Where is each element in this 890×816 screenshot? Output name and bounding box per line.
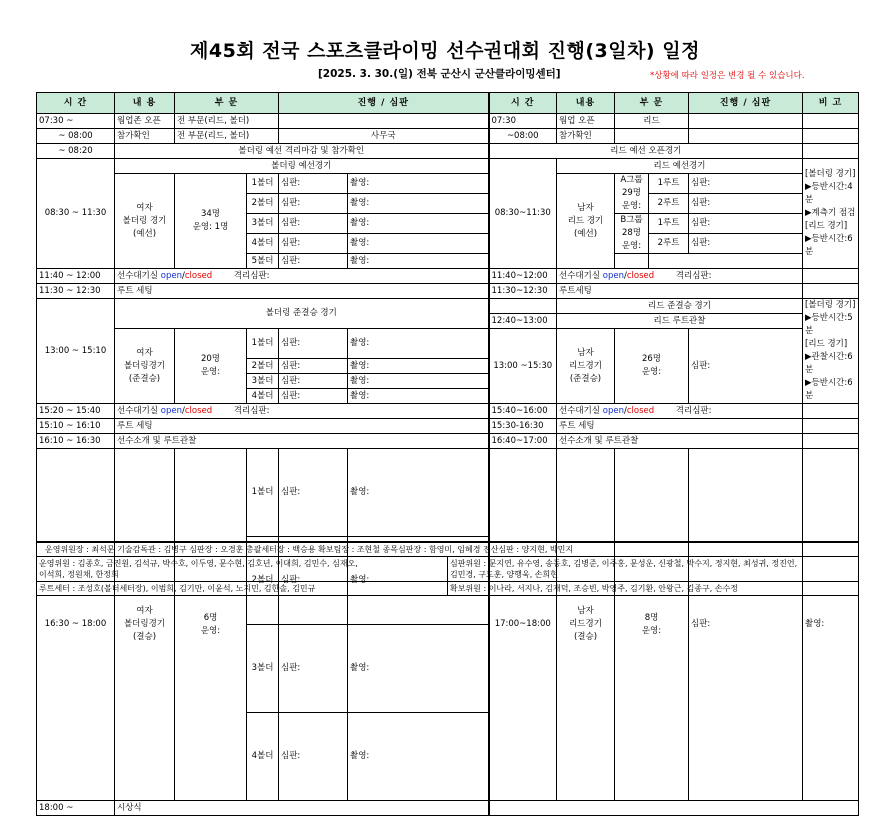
table-row [37, 404, 859, 419]
waiting-room-label: 선수대기실 [559, 270, 601, 281]
count-cell: 8명 운영: [615, 449, 689, 801]
content-cell: 루트 세팅 [557, 419, 803, 434]
staff-leaders: 운영위원장 : 최석문 기술감독관 : 김병구 심판장 : 오경훈 총괄세터장 : 백승용 확보팀장 : 조현철 종목심판장 : 함영미, 임혜경 전산심판 : 양지현, 박민지 [37, 542, 859, 557]
division-cell: 전 부문(리드, 볼더) [175, 129, 279, 144]
problem-label: 2볼더 [247, 359, 279, 374]
category-cell: 여자 볼더링 경기 (예선) [115, 174, 175, 269]
problem-label: 4볼더 [247, 234, 279, 254]
slash: / [623, 405, 627, 416]
slash: / [181, 270, 185, 281]
content-cell: 시상식 [115, 801, 489, 816]
judge-cell: 심판: [279, 449, 348, 537]
col-content: 내 용 [115, 93, 175, 114]
time-cell: 16:30 ~ 18:00 [37, 449, 115, 801]
content-cell: 선수소개 및 루트관찰 [115, 434, 489, 449]
camera-cell: 촬영: [348, 329, 489, 359]
judge-cell: 심판: [279, 214, 348, 234]
table-row [37, 434, 859, 449]
closed-label: closed [626, 405, 655, 416]
table-row [37, 174, 859, 194]
problem-label: 4볼더 [247, 389, 279, 404]
camera-cell: 촬영: [348, 234, 489, 254]
time-cell: ~ 08:20 [37, 144, 115, 159]
content-cell: 참가확인 [557, 129, 615, 144]
judge-cell: 심판: [279, 174, 348, 194]
camera-cell: 촬영: [348, 194, 489, 214]
judge-cell: 심판: [279, 537, 348, 625]
note-cell: [볼더링 경기] ▶등반시간:5분 [리드 경기] ▶관찰시간:6분 ▶등반시간:6분 [803, 299, 859, 404]
col-division: 부 문 [175, 93, 279, 114]
category-cell: 남자 리드경기 (준결승) [557, 329, 615, 404]
content-cell: 루트세팅 [557, 284, 803, 299]
route-label: 2루트 [649, 194, 689, 214]
note-cell [803, 404, 859, 419]
col-note: 비 고 [803, 93, 859, 114]
category-cell: 남자 리드경기 (결승) [557, 449, 615, 801]
staff-route-setters: 루트세터 : 조성호(볼더세터장), 이범희, 김기만, 이윤석, 노지민, 김한솔, 김민규 [37, 582, 448, 596]
camera-cell: 촬영: [348, 359, 489, 374]
table-row [37, 129, 859, 144]
judge-cell: 심판: [689, 329, 803, 404]
staff-row [37, 582, 859, 596]
closed-label: closed [626, 270, 655, 281]
judge-cell: 심판: [279, 234, 348, 254]
count-cell: 6명 운영: [175, 449, 247, 801]
time-cell: 07:30 ~ [37, 114, 115, 129]
time-cell: 15:40~16:00 [489, 404, 557, 419]
change-notice: *상황에 따라 일정은 변경 될 수 있습니다. [650, 71, 805, 81]
table-row [37, 159, 859, 174]
category-cell: 여자 볼더링경기 (준결승) [115, 329, 175, 404]
header-row [37, 93, 859, 114]
camera-cell: 촬영: [803, 449, 859, 801]
isolation-judge-label: 격리심판: [233, 270, 270, 281]
open-label: open [160, 405, 182, 416]
table-row [37, 144, 859, 159]
content-cell: 리드 예선 오픈경기 [489, 144, 803, 159]
observation-cell: 리드 루트관찰 [557, 314, 803, 329]
time-cell: 12:40~13:00 [489, 314, 557, 329]
content-cell: 웜업존 오픈 [115, 114, 175, 129]
staff-row [37, 542, 859, 557]
judge-cell: 심판: [279, 374, 348, 389]
count-cell: 26명 운영: [615, 329, 689, 404]
judge-cell: 심판: [689, 214, 803, 234]
note-cell [803, 114, 859, 129]
slash: / [623, 270, 627, 281]
session-title: 리드 준결승 경기 [557, 299, 803, 314]
note-cell [803, 419, 859, 434]
time-cell: 07:30 [489, 114, 557, 129]
waiting-room-cell [115, 404, 489, 419]
progress-cell [279, 114, 489, 129]
table-row [37, 801, 859, 816]
division-cell [615, 129, 689, 144]
judge-cell: 심판: [279, 625, 348, 713]
table-row [37, 114, 859, 129]
content-cell: 참가확인 [115, 129, 175, 144]
category-cell: 여자 볼더링경기 (결승) [115, 449, 175, 801]
waiting-room-label: 선수대기실 [117, 270, 159, 281]
time-cell: 11:40 ~ 12:00 [37, 269, 115, 284]
category-cell: 남자 리드 경기 (예선) [557, 174, 615, 269]
time-cell: 18:00 ~ [37, 801, 115, 816]
time-cell [489, 299, 557, 314]
waiting-room-label: 선수대기실 [559, 405, 601, 416]
problem-label: 1볼더 [247, 449, 279, 537]
col-division-2: 부 문 [615, 93, 689, 114]
session-title: 리드 예선경기 [557, 159, 803, 174]
camera-cell: 촬영: [348, 449, 489, 537]
camera-cell: 촬영: [348, 389, 489, 404]
closed-label: closed [184, 405, 213, 416]
table-row [37, 299, 859, 314]
problem-label: 1볼더 [247, 329, 279, 359]
event-date-venue: [2025. 3. 30.(일) 전북 군산시 군산클라이밍센터] [318, 68, 561, 80]
open-label: open [160, 270, 182, 281]
judge-cell: 심판: [279, 713, 348, 801]
camera-cell: 촬영: [348, 625, 489, 713]
judge-cell: 심판: [279, 329, 348, 359]
waiting-room-label: 선수대기실 [117, 405, 159, 416]
time-cell: ~ 08:00 [37, 129, 115, 144]
content-cell: 루트 세팅 [115, 284, 489, 299]
problem-label: 5볼더 [247, 254, 279, 269]
col-time-2: 시 간 [489, 93, 557, 114]
camera-cell: 촬영: [348, 174, 489, 194]
time-cell: 13:00 ~15:30 [489, 329, 557, 404]
division-cell: 리드 [615, 114, 689, 129]
progress-cell [689, 114, 803, 129]
camera-cell: 촬영: [348, 214, 489, 234]
time-cell: 15:10 ~ 16:10 [37, 419, 115, 434]
open-label: open [602, 405, 624, 416]
camera-cell: 촬영: [348, 374, 489, 389]
open-label: open [602, 270, 624, 281]
judge-cell: 심판: [689, 449, 803, 801]
judge-cell: 심판: [689, 234, 803, 254]
problem-label: 2볼더 [247, 194, 279, 214]
problem-label: 3볼더 [247, 214, 279, 234]
isolation-judge-label: 격리심판: [675, 270, 712, 281]
note-cell [803, 129, 859, 144]
waiting-room-cell [557, 269, 803, 284]
staff-ops-committee: 운영위원 : 김종호, 금진원, 김석규, 박수호, 이두영, 문수현, 김호년, 이대희, 김민수, 심재오, 이석희, 정원채, 한정희 [37, 557, 448, 582]
problem-label: 4볼더 [247, 713, 279, 801]
staff-row [37, 557, 859, 582]
waiting-room-cell [557, 404, 803, 419]
table-row [37, 329, 859, 359]
note-cell [803, 434, 859, 449]
schedule-table [36, 92, 859, 816]
camera-cell: 촬영: [348, 537, 489, 625]
content-cell: 루트 세팅 [115, 419, 489, 434]
table-row [37, 269, 859, 284]
problem-label: 3볼더 [247, 625, 279, 713]
time-cell: ~08:00 [489, 129, 557, 144]
content-cell: 웜업 오픈 [557, 114, 615, 129]
col-time: 시 간 [37, 93, 115, 114]
time-cell: 15:30-16:30 [489, 419, 557, 434]
judge-cell: 심판: [689, 194, 803, 214]
judge-cell: 심판: [279, 389, 348, 404]
staff-belayers: 확보위원 : 이나라, 서지나, 김재덕, 조승빈, 박영주, 김기환, 안왕근, 김종구, 손수정 [448, 582, 859, 596]
session-title: 볼더링 준결승 경기 [115, 299, 489, 329]
camera-cell: 촬영: [348, 713, 489, 801]
group-cell: A그룹29명 운영: [615, 174, 649, 214]
problem-label: 1볼더 [247, 174, 279, 194]
judge-cell: 심판: [279, 359, 348, 374]
division-cell: 전 부문(리드, 볼더) [175, 114, 279, 129]
problem-label: 3볼더 [247, 374, 279, 389]
content-cell: 선수소개 및 루트관찰 [557, 434, 803, 449]
isolation-judge-label: 격리심판: [233, 405, 270, 416]
time-cell: 16:40~17:00 [489, 434, 557, 449]
judge-cell: 심판: [279, 194, 348, 214]
route-label: 2루트 [649, 234, 689, 254]
time-cell: 13:00 ~ 15:10 [37, 299, 115, 404]
time-cell: 15:20 ~ 15:40 [37, 404, 115, 419]
col-progress-2: 진행 / 심판 [689, 93, 803, 114]
count-cell: 34명 운영: 1명 [175, 174, 247, 269]
isolation-judge-label: 격리심판: [675, 405, 712, 416]
note-cell [803, 269, 859, 284]
staff-judges: 심판위원 : 문지연, 유수영, 송동호, 김병준, 이주홍, 문성운, 신광철, 박수지, 정지현, 최성귀, 정진언, 김민경, 구도훈, 양행욱, 손희현 [448, 557, 859, 582]
empty-cell [649, 254, 803, 269]
page-title: 제45회 전국 스포츠클라이밍 선수권대회 진행(3일차) 일정 [190, 40, 700, 62]
time-cell: 11:30 ~ 12:30 [37, 284, 115, 299]
count-cell: 20명 운영: [175, 329, 247, 404]
col-progress: 진행 / 심판 [279, 93, 489, 114]
session-title: 볼더링 예선경기 [115, 159, 489, 174]
closed-label: closed [184, 270, 213, 281]
slash: / [181, 405, 185, 416]
note-cell: [볼더링 경기] ▶등반시간:4분 ▶계측기 점검 [리드 경기] ▶등반시간:6분 [803, 159, 859, 269]
progress-cell: 사무국 [279, 129, 489, 144]
camera-cell: 촬영: [348, 254, 489, 269]
judge-cell: 심판: [279, 254, 348, 269]
table-row [37, 284, 859, 299]
col-content-2: 내용 [557, 93, 615, 114]
route-label: 1루트 [649, 174, 689, 194]
time-cell: 11:30~12:30 [489, 284, 557, 299]
waiting-room-cell [115, 269, 489, 284]
problem-label: 2볼더 [247, 537, 279, 625]
table-row [37, 419, 859, 434]
content-cell: 볼더링 예선 격리마감 및 참가확인 [115, 144, 489, 159]
time-cell: 08:30~11:30 [489, 159, 557, 269]
staff-table [36, 541, 859, 596]
note-cell [803, 144, 859, 159]
time-cell: 11:40~12:00 [489, 269, 557, 284]
progress-cell [689, 129, 803, 144]
table-row [37, 449, 859, 537]
note-cell [803, 284, 859, 299]
judge-cell: 심판: [689, 174, 803, 194]
empty-cell [489, 801, 859, 816]
time-cell: 16:10 ~ 16:30 [37, 434, 115, 449]
route-label: 1루트 [649, 214, 689, 234]
time-cell: 17:00~18:00 [489, 449, 557, 801]
time-cell: 08:30 ~ 11:30 [37, 159, 115, 269]
empty-cell [615, 254, 649, 269]
group-cell: B그룹28명 운영: [615, 214, 649, 254]
